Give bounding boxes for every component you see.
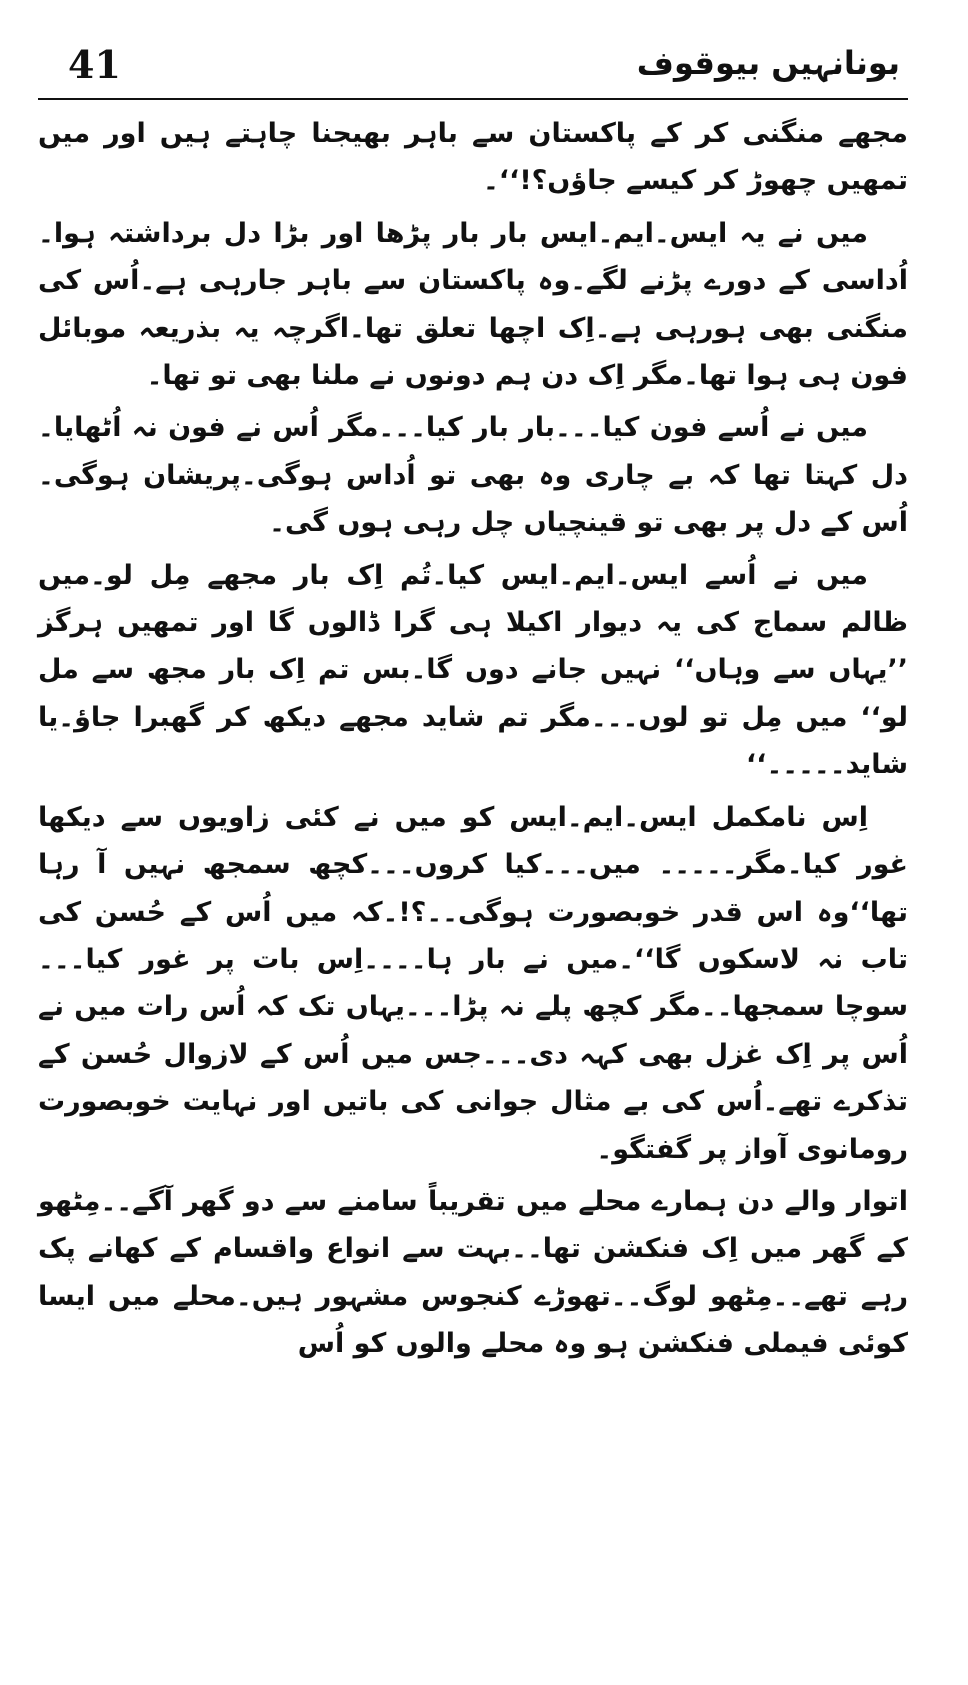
page-number: 41 <box>68 42 121 87</box>
paragraph: مجھے منگنی کر کے پاکستان سے باہر بھیجنا چاہتے ہیں اور میں تمھیں چھوڑ کر کیسے جاؤں؟!‘‘۔ <box>38 118 908 197</box>
paragraph: میں نے یہ ایس۔ایم۔ایس بار بار پڑھا اور بڑا دل برداشتہ ہوا۔اُداسی کے دورے پڑنے لگے۔وہ پاکستان سے باہر جارہی ہے۔اُس کی منگنی بھی ہورہی ہے۔اِک اچھا تعلق تھا۔اگرچہ یہ بذریعہ موبائل فون ہی ہوا تھا۔مگر اِک دن ہم دونوں نے ملنا بھی تو تھا۔ <box>38 217 908 392</box>
page-header <box>38 28 908 100</box>
paragraph: اِس نامکمل ایس۔ایم۔ایس کو میں نے کئی زاویوں سے دیکھا غور کیا۔مگر۔۔۔۔۔ میں۔۔۔کیا کروں۔۔۔کچھ سمجھ نہیں آ رہا تھا‘‘وہ اس قدر خوبصورت ہوگی۔۔؟!۔کہ میں اُس کے حُسن کی تاب نہ لاسکوں گا‘‘۔میں نے بار ہا۔۔۔۔اِس بات پر غور کیا۔۔۔ سوچا سمجھا۔۔مگر کچھ پلے نہ پڑا۔۔۔یہاں تک کہ اُس رات میں نے اُس پر اِک غزل بھی کہہ دی۔۔۔جس میں اُس کے لازوال حُسن کے تذکرے تھے۔اُس کی بے مثال جوانی کی باتیں اور نہایت خوبصورت رومانوی آواز پر گفتگو۔ <box>38 801 908 1165</box>
page-body <box>38 110 908 1373</box>
paragraph: میں نے اُسے ایس۔ایم۔ایس کیا۔تُم اِک بار مجھے مِل لو۔میں ظالم سماج کی یہ دیوار اکیلا ہی گرا ڈالوں گا اور تمھیں ہرگز ’’یہاں سے وہاں‘‘ نہیں جانے دوں گا۔بس تم اِک بار مجھ سے مل لو‘‘ میں مِل تو لوں۔۔۔مگر تم شاید مجھے دیکھ کر گھبرا جاؤ۔یا شاید۔۔۔۔۔‘‘ <box>38 559 908 781</box>
paragraph: اتوار والے دن ہمارے محلے میں تقریباً سامنے سے دو گھر آگے۔۔مِٹھو کے گھر میں اِک فنکشن تھا۔۔بہت سے انواع واقسام کے کھانے پک رہے تھے۔۔مِٹھو لوگ۔۔تھوڑے کنجوس مشہور ہیں۔محلے میں ایسا کوئی فیملی فنکشن ہو وہ محلے والوں کو اُس <box>38 1185 908 1360</box>
running-title: بونانہیں بیوقوف <box>636 44 900 82</box>
paragraph: میں نے اُسے فون کیا۔۔۔بار بار کیا۔۔۔مگر اُس نے فون نہ اُٹھایا۔دل کہتا تھا کہ بے چاری وہ بھی تو اُداس ہوگی۔پریشان ہوگی۔اُس کے دل پر بھی تو قینچیاں چل رہی ہوں گی۔ <box>38 412 908 539</box>
